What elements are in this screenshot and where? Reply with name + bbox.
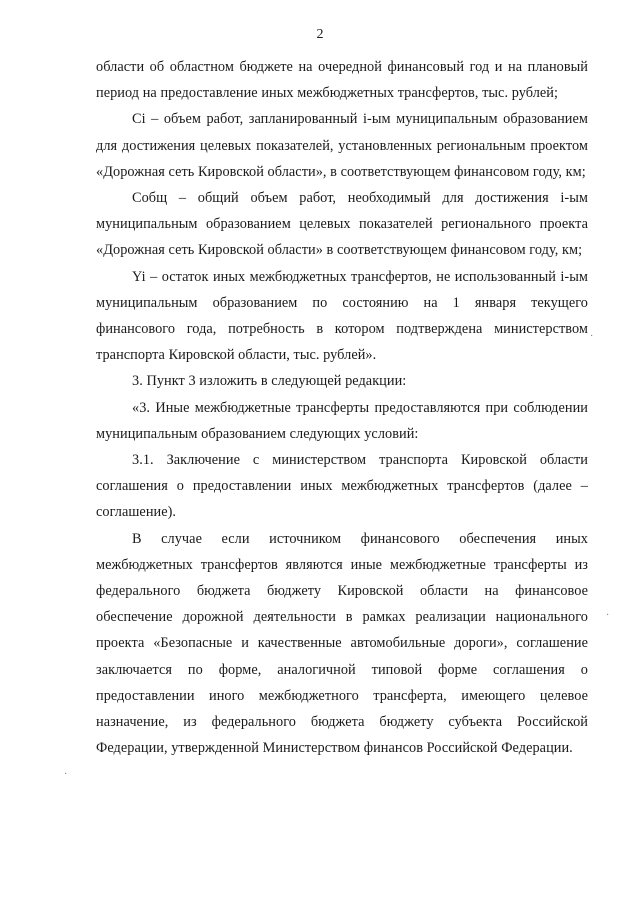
paragraph-sobshch-definition: Собщ – общий объем работ, необходимый для достижения i-ым муниципальным образованием целевых показателей регионального проекта «Дорожная сеть Кировской области» в соответствующем финансовом году, км; xyxy=(96,190,588,259)
document-body xyxy=(96,54,588,761)
scan-mark: · xyxy=(64,769,68,780)
paragraph-item-3-conditions: «3. Иные межбюджетные трансферты предоставляются при соблюдении муниципальным образованием следующих условий: xyxy=(96,399,588,442)
paragraph-ci-definition: Сi – объем работ, запланированный i-ым муниципальным образованием для достижения целевых показателей, установленных региональным проектом «Дорожная сеть Кировской области», в соответствующем финансовом году, км; xyxy=(96,111,588,180)
paragraph-item-3-1-agreement: 3.1. Заключение с министерством транспорта Кировской области соглашения о предоставлении иных межбюджетных трансфертов (далее – соглашение). xyxy=(96,452,588,521)
paragraph-budget-law-continuation: области об областном бюджете на очередной финансовый год и на плановый период на предоставление иных межбюджетных трансфертов, тыс. рублей; xyxy=(96,59,588,102)
paragraph-item-3-amendment: 3. Пункт 3 изложить в следующей редакции: xyxy=(132,373,407,390)
page-number: 2 xyxy=(316,27,324,42)
paragraph-federal-funding-case: В случае если источником финансового обеспечения иных межбюджетных трансфертов являются иные межбюджетные трансферты из федерального бюджета бюджету Кировской области на финансовое обеспечение дорожной деятельности в рамках реализации национального проекта «Безопасные и качественные автомобильные дороги», соглашение заключается по форме, аналогичной типовой форме соглашения о предоставлении иного межбюджетного трансферта, имеющего целевое назначение, из федерального бюджета бюджету субъекта Российской Федерации, утвержденной Министерством финансов Российской Федерации. xyxy=(96,530,588,757)
scan-mark: · xyxy=(590,331,594,342)
paragraph-yi-definition: Yi – остаток иных межбюджетных трансфертов, не использованный i-ым муниципальным образованием по состоянию на 1 января текущего финансового года, потребность в котором подтверждена министерством транспорта Кировской области, тыс. рублей». xyxy=(96,268,588,364)
scan-mark: · xyxy=(606,610,610,621)
